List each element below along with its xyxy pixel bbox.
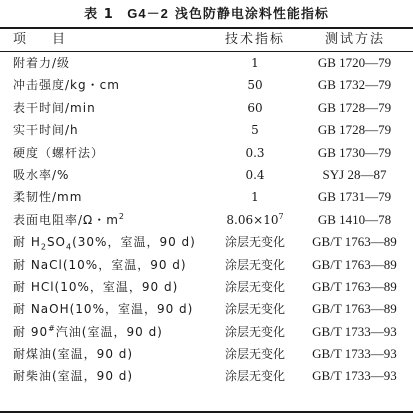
table-row: [0, 298, 413, 320]
cell-item: 附着力/级: [13, 56, 71, 70]
cell-method: GB 1731—79: [317, 189, 392, 205]
table-row: [0, 365, 413, 387]
cell-method: GB/T 1763—89: [312, 256, 397, 272]
table-header-row: [0, 29, 413, 51]
cell-item-prefix: 耐 H: [13, 235, 41, 250]
cell-spec: 涂层无变化: [224, 347, 285, 362]
cell-spec: 涂层无变化: [224, 324, 285, 339]
bottom-rule: [0, 411, 413, 413]
cell-spec: 0.4: [245, 167, 265, 182]
caption-title: 浅色防静电涂料性能指标: [174, 7, 329, 22]
table-row: [0, 254, 413, 276]
cell-item: 实干时间/h: [13, 123, 79, 138]
table-row: [0, 343, 413, 365]
cell-item-subscript: 2: [40, 242, 47, 252]
cell-item: 耐 NaCl(10%，室温，90 d): [13, 257, 187, 272]
cell-method: GB/T 1763—89: [312, 234, 397, 250]
cell-spec: 涂层无变化: [224, 302, 285, 317]
caption-code: G4－2: [127, 6, 169, 21]
cell-item-text: (30%，室温，90 d): [72, 235, 196, 250]
cell-method: GB 1728—79: [317, 99, 392, 115]
cell-item-superscript: #: [48, 323, 56, 333]
cell-item: [13, 321, 163, 343]
table-row: [0, 97, 413, 119]
cell-spec: 1: [251, 56, 259, 70]
cell-item-text: 汽油(室温，90 d): [55, 324, 163, 339]
caption-prefix: 表: [84, 7, 99, 22]
caption-number: 1: [103, 7, 114, 22]
cell-item-mid: SO: [46, 235, 66, 250]
table-body: [0, 52, 413, 411]
cell-spec: [200, 209, 310, 231]
table-row: [0, 186, 413, 208]
table-row: [0, 276, 413, 298]
cell-spec: 50: [247, 78, 263, 93]
table-row: [0, 231, 413, 253]
cell-item-subscript: 4: [66, 242, 73, 252]
cell-spec: 5: [251, 123, 259, 138]
cell-item: 耐 NaOH(10%，室温，90 d): [13, 302, 194, 317]
table-row: [0, 321, 413, 343]
cell-item: 冲击强度/kg・cm: [13, 78, 120, 93]
cell-method: GB 1410—78: [317, 211, 392, 227]
cell-spec: 涂层无变化: [224, 279, 285, 294]
cell-spec: 60: [247, 100, 263, 115]
table-row: [0, 142, 413, 164]
cell-item: [13, 209, 125, 231]
cell-method: GB/T 1733—93: [312, 323, 397, 339]
cell-method: GB 1720—79: [317, 55, 392, 70]
cell-item: 吸水率/%: [13, 167, 70, 182]
cell-item-text: 表面电阻率/Ω・m: [13, 212, 119, 227]
cell-method: GB 1732—79: [317, 77, 392, 93]
cell-item: 硬度（螺杆法）: [13, 145, 105, 160]
table-row: [0, 74, 413, 96]
table-row: [0, 52, 413, 74]
cell-spec: 涂层无变化: [224, 369, 285, 384]
header-method: 测试方法: [324, 32, 385, 47]
cell-spec: 0.3: [245, 145, 265, 160]
cell-item: 表干时间/min: [13, 100, 96, 115]
cell-spec-superscript: 7: [278, 211, 284, 221]
cell-spec-text: 8.06×10: [226, 212, 279, 227]
cell-method: GB 1728—79: [317, 122, 392, 138]
cell-method: GB/T 1763—89: [312, 301, 397, 317]
cell-item-superscript: 2: [118, 211, 125, 221]
cell-item: [13, 231, 196, 253]
cell-spec: 涂层无变化: [224, 257, 285, 272]
cell-method: SYJ 28—87: [322, 166, 387, 182]
table-row: [0, 209, 413, 231]
cell-method: GB/T 1733—93: [312, 368, 397, 384]
cell-item: 耐煤油(室温，90 d): [13, 347, 134, 362]
cell-method: GB 1730—79: [317, 144, 392, 160]
cell-item: 耐 HCl(10%，室温，90 d): [13, 279, 179, 294]
header-item: 项目: [13, 32, 92, 47]
cell-spec: 涂层无变化: [224, 235, 285, 250]
cell-item: 耐柴油(室温，90 d): [13, 369, 134, 384]
cell-item-prefix: 耐 90: [13, 324, 49, 339]
header-spec: 技术指标: [224, 32, 285, 47]
cell-spec: 1: [251, 190, 259, 205]
table-row: [0, 164, 413, 186]
table-row: [0, 119, 413, 141]
cell-method: GB/T 1733—93: [312, 346, 397, 362]
table-caption: [0, 2, 413, 26]
cell-method: GB/T 1763—89: [312, 278, 397, 294]
cell-item: 柔韧性/mm: [13, 190, 83, 205]
